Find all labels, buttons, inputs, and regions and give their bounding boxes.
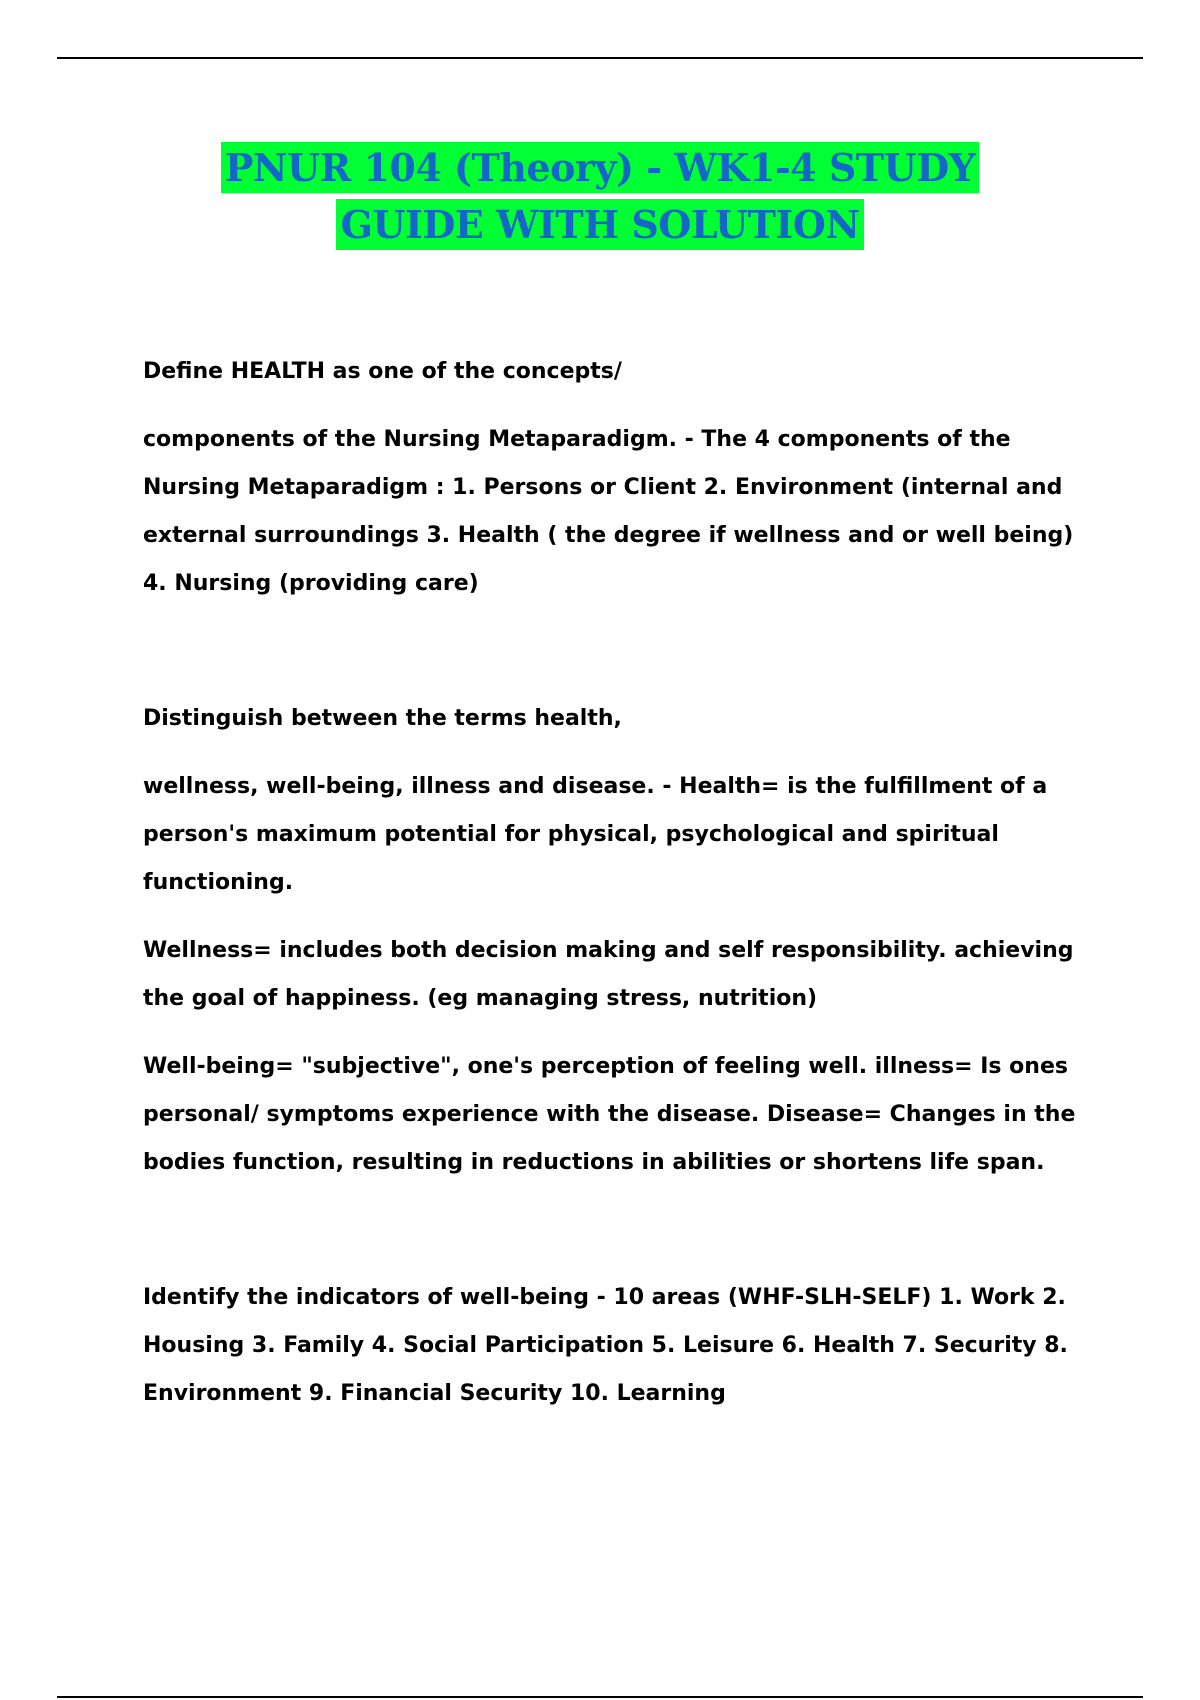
document-title (0, 142, 1200, 250)
answer-2-1: wellness, well-being, illness and disease. - Health= is the fulfillment of a person's maximum potential for physical, psychological and spiritual functioning. (143, 774, 1048, 895)
top-rule (57, 57, 1143, 59)
answer-2-3: Well-being= "subjective", one's perception of feeling well. illness= Is ones personal/ symptoms experience with the disease. Disease= Changes in the bodies function, resulting in reductions in abilities or shortens life span. (143, 1054, 1076, 1175)
title-line-1: PNUR 104 (Theory) - WK1-4 STUDY (221, 142, 980, 193)
section-spacer (143, 1187, 1093, 1274)
question-2: Distinguish between the terms health, (143, 706, 622, 731)
question-1: Define HEALTH as one of the concepts/ (143, 359, 622, 384)
answer-2-2: Wellness= includes both decision making and self responsibility. achieving the goal of happiness. (eg managing stress, nutrition) (143, 938, 1074, 1011)
study-guide-content (143, 348, 1093, 1418)
title-line-2: GUIDE WITH SOLUTION (336, 199, 863, 250)
section-spacer (143, 608, 1093, 695)
bottom-rule (57, 1696, 1143, 1698)
answer-1-1: components of the Nursing Metaparadigm. - The 4 components of the Nursing Metaparadigm : 1. Persons or Client 2. Environment (internal and external surroundings 3. Health ( the degree if wellness and or well being) 4. Nursing (providing care) (143, 427, 1074, 596)
question-3: Identify the indicators of well-being - 10 areas (WHF-SLH-SELF) 1. Work 2. Housing 3. Family 4. Social Participation 5. Leisure 6. Health 7. Security 8. Environment 9. Financial Security 10. Learning (143, 1285, 1068, 1406)
